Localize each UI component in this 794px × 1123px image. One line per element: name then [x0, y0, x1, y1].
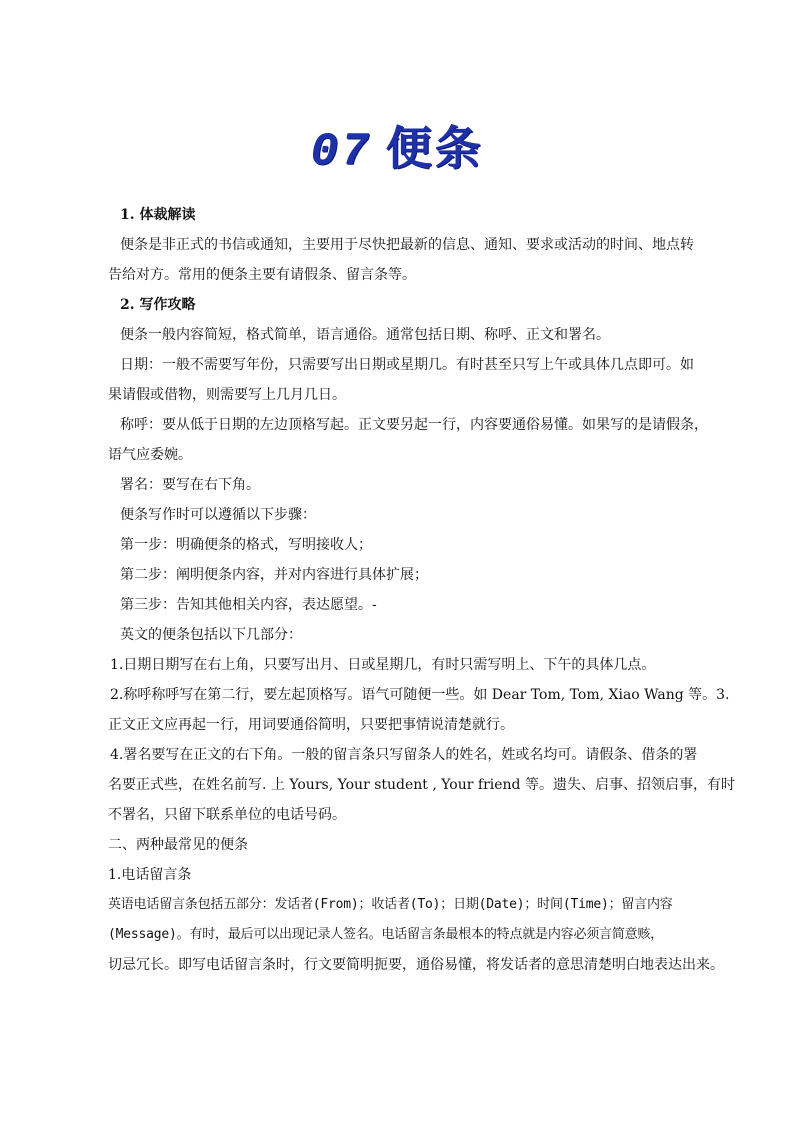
title-text: 便条	[385, 121, 484, 175]
paragraph-line: (Message)。有时，最后可以出现记录人签名。电话留言条最根本的特点就是内容必须言简意赅，	[108, 927, 664, 942]
step-line: 第三步：告知其他相关内容，表达愿望。-	[120, 597, 377, 613]
paragraph-line: 署名：要写在右下角。	[120, 477, 260, 493]
paragraph-line: 称呼：要从低于日期的左边顶格写起。正文要另起一行，内容要通俗易懂。如果写的是请假条，	[120, 417, 708, 433]
section-heading-2: 2. 写作攻略	[120, 297, 196, 313]
page-title	[0, 112, 794, 178]
section-heading-1: 1. 体裁解读	[120, 207, 196, 223]
paragraph-line: 便条写作时可以遵循以下步骤：	[120, 507, 316, 523]
list-item: 2.称呼称呼写在第二行，要左起顶格写。语气可随便一些。如 Dear Tom, Tom, Xiao Wang 等。3.	[110, 687, 730, 703]
paragraph-line: 便条一般内容简短，格式简单，语言通俗。通常包括日期、称呼、正文和署名。	[120, 327, 610, 343]
paragraph-line: 英文的便条包括以下几部分：	[120, 627, 302, 643]
title-number: 07	[310, 126, 372, 178]
paragraph-line: 英语电话留言条包括五部分：发话者(From)；收话者(To)；日期(Date)；时间(Time)；留言内容	[108, 897, 673, 912]
document-body	[108, 200, 735, 980]
paragraph-line: 日期：一般不需要写年份，只需要写出日期或星期几。有时甚至只写上午或具体几点即可。如	[120, 357, 694, 373]
paragraph-line: 便条是非正式的书信或通知，主要用于尽快把最新的信息、通知、要求或活动的时间、地点转	[120, 237, 694, 253]
paragraph-line: 果请假或借物，则需要写上几月几日。	[108, 387, 346, 403]
paragraph-line: 名要正式些，在姓名前写. 上 Yours, Your student , Your friend 等。遗失、启事、招领启事，有时	[108, 777, 735, 793]
paragraph-line: 切忌冗长。即写电话留言条时，行文要简明扼要，通俗易懂，将发话者的意思清楚明白地表达出来。	[108, 957, 724, 973]
list-item: 1.日期日期写在右上角，只要写出月、日或星期几，有时只需写明上、下午的具体几点。	[110, 657, 656, 673]
subsection-heading: 1.电话留言条	[108, 867, 192, 883]
paragraph-line: 告给对方。常用的便条主要有请假条、留言条等。	[108, 267, 416, 283]
step-line: 第一步：明确便条的格式，写明接收人；	[120, 537, 372, 553]
paragraph-line: 正文正文应再起一行，用词要通俗简明，只要把事情说清楚就行。	[108, 717, 514, 733]
section-heading: 二、两种最常见的便条	[108, 837, 248, 853]
paragraph-line: 语气应委婉。	[108, 447, 192, 463]
paragraph-line: 不署名，只留下联系单位的电话号码。	[108, 807, 346, 823]
list-item: 4.署名要写在正文的右下角。一般的留言条只写留条人的姓名，姓或名均可。请假条、借条的署	[110, 747, 698, 763]
step-line: 第二步：阐明便条内容，并对内容进行具体扩展；	[120, 567, 428, 583]
